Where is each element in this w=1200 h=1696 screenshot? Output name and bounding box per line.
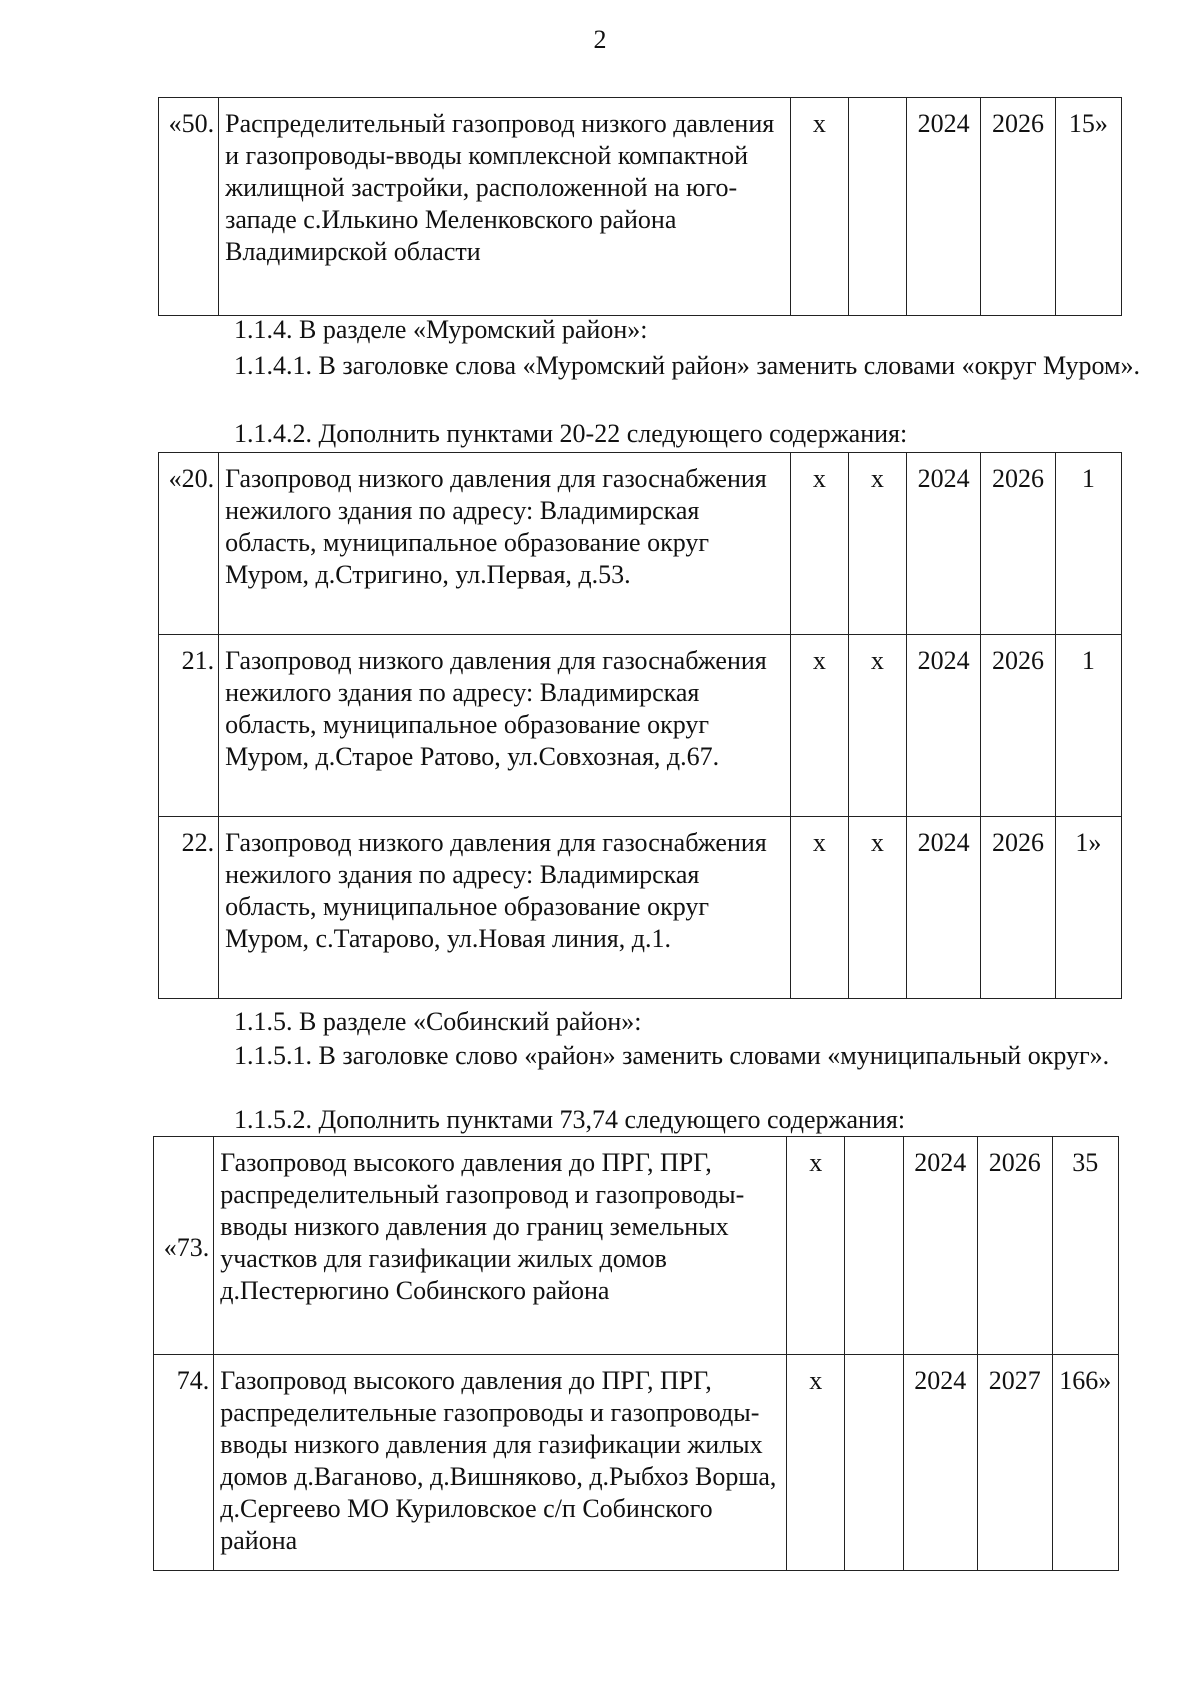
row-mark-2: х xyxy=(848,635,906,817)
row-description: Газопровод низкого давления для газоснабжения нежилого здания по адресу: Владимирская область, муниципальное образование округ Муром, д.Стригино, ул.Первая, д.53. xyxy=(219,453,791,635)
row-number: 74. xyxy=(154,1355,214,1571)
row-mark-2 xyxy=(848,98,906,316)
paragraph-1-1-4-1: 1.1.4.1. В заголовке слова «Муромский район» заменить словами «округ Муром». xyxy=(234,351,1140,380)
row-number: «73. xyxy=(154,1137,214,1355)
row-mark-1: х xyxy=(787,1355,845,1571)
paragraph-1-1-5-1: 1.1.5.1. В заголовке слово «район» заменить словами «муниципальный округ». xyxy=(234,1041,1110,1070)
row-start-year: 2024 xyxy=(903,1355,978,1571)
row-value: 1 xyxy=(1055,453,1121,635)
table-muromskiy-preceding xyxy=(158,97,1122,316)
row-mark-1: х xyxy=(790,635,848,817)
row-mark-1: х xyxy=(790,98,848,316)
row-number: 21. xyxy=(159,635,219,817)
row-description: Газопровод низкого давления для газоснабжения нежилого здания по адресу: Владимирская область, муниципальное образование округ Муром, д.Старое Ратово, ул.Совхозная, д.67. xyxy=(219,635,791,817)
row-end-year: 2026 xyxy=(978,1137,1053,1355)
row-start-year: 2024 xyxy=(906,98,980,316)
row-mark-1: х xyxy=(790,453,848,635)
row-value: 1» xyxy=(1055,817,1121,999)
row-mark-2 xyxy=(845,1355,903,1571)
row-mark-1: х xyxy=(790,817,848,999)
row-mark-2: х xyxy=(848,453,906,635)
table-okrug-murom xyxy=(158,452,1122,999)
row-description: Распределительный газопровод низкого давления и газопроводы-вводы комплексной компактной жилищной застройки, расположенной на юго-западе с.Илькино Меленковского района Владимирской области xyxy=(219,98,791,316)
row-description: Газопровод низкого давления для газоснабжения нежилого здания по адресу: Владимирская область, муниципальное образование округ Муром, с.Татарово, ул.Новая линия, д.1. xyxy=(219,817,791,999)
paragraph-1-1-5-2: 1.1.5.2. Дополнить пунктами 73,74 следующего содержания: xyxy=(234,1105,906,1134)
row-end-year: 2026 xyxy=(981,817,1055,999)
table-row xyxy=(159,635,1122,817)
row-description: Газопровод высокого давления до ПРГ, ПРГ, распределительные газопроводы и газопроводы-вводы низкого давления для газификации жилых домов д.Ваганово, д.Вишняково, д.Рыбхоз Ворша, д.Сергеево МО Куриловское с/п Собинского района xyxy=(214,1355,787,1571)
row-number: «20. xyxy=(159,453,219,635)
table-row xyxy=(159,98,1122,316)
row-value: 35 xyxy=(1052,1137,1118,1355)
table-sobinskiy xyxy=(153,1136,1119,1571)
row-start-year: 2024 xyxy=(903,1137,978,1355)
row-start-year: 2024 xyxy=(906,453,980,635)
row-end-year: 2026 xyxy=(981,635,1055,817)
table-row xyxy=(154,1137,1119,1355)
row-value: 1 xyxy=(1055,635,1121,817)
row-description: Газопровод высокого давления до ПРГ, ПРГ, распределительный газопровод и газопроводы-вводы низкого давления до границ земельных участков для газификации жилых домов д.Пестерюгино Собинского района xyxy=(214,1137,787,1355)
row-number: «50. xyxy=(159,98,219,316)
row-value: 15» xyxy=(1055,98,1121,316)
page-number: 2 xyxy=(593,25,607,54)
row-start-year: 2024 xyxy=(906,635,980,817)
row-mark-2 xyxy=(845,1137,903,1355)
row-end-year: 2027 xyxy=(978,1355,1053,1571)
paragraph-1-1-5: 1.1.5. В разделе «Собинский район»: xyxy=(234,1007,642,1036)
table-row xyxy=(154,1355,1119,1571)
table-row xyxy=(159,817,1122,999)
table-row xyxy=(159,453,1122,635)
row-mark-1: х xyxy=(787,1137,845,1355)
row-start-year: 2024 xyxy=(906,817,980,999)
row-end-year: 2026 xyxy=(981,98,1055,316)
row-number: 22. xyxy=(159,817,219,999)
row-value: 166» xyxy=(1052,1355,1118,1571)
row-end-year: 2026 xyxy=(981,453,1055,635)
paragraph-1-1-4: 1.1.4. В разделе «Муромский район»: xyxy=(234,315,648,344)
row-mark-2: х xyxy=(848,817,906,999)
paragraph-1-1-4-2: 1.1.4.2. Дополнить пунктами 20-22 следующего содержания: xyxy=(234,419,908,448)
